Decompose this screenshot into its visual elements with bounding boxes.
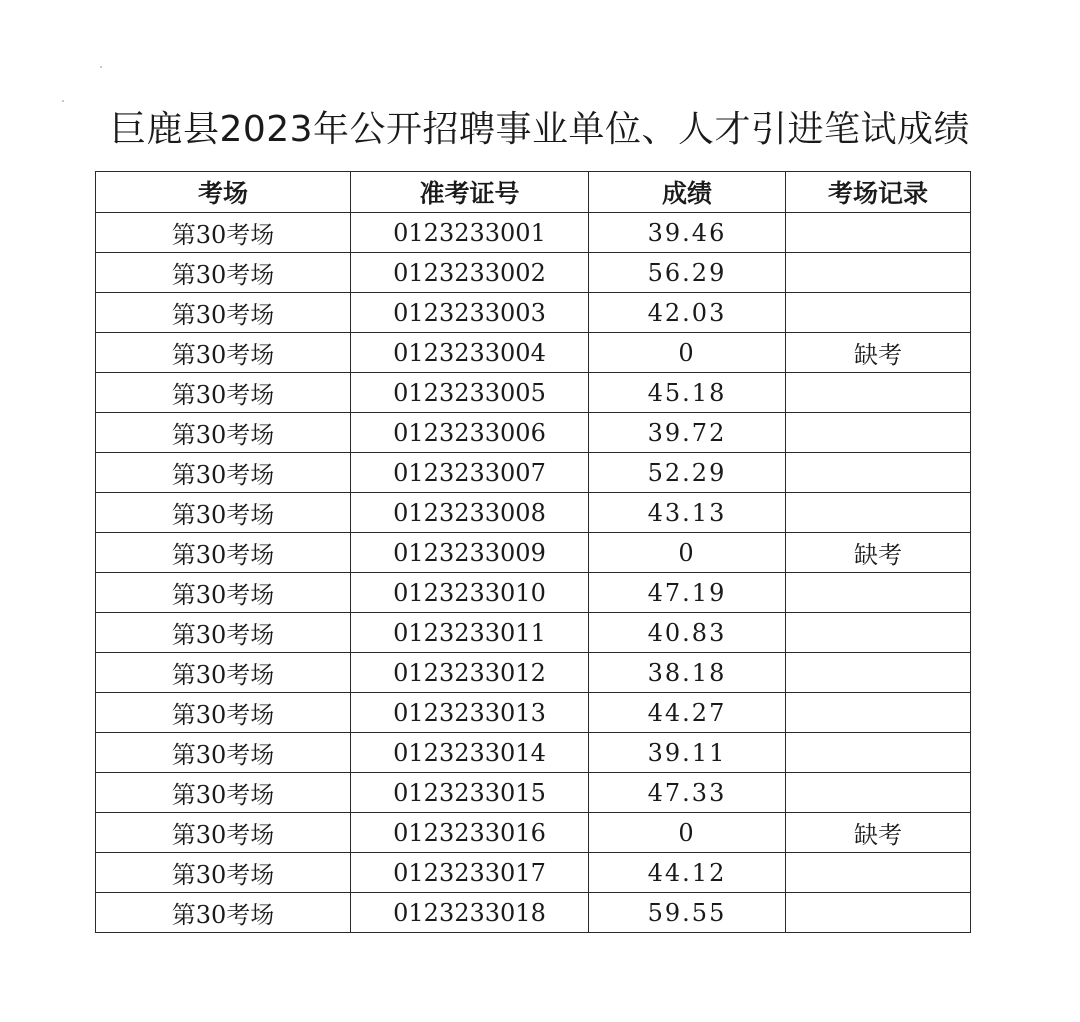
score-cell: 59.55 — [589, 893, 786, 933]
ticket-number-cell: 0123233007 — [351, 453, 589, 493]
score-cell: 40.83 — [589, 613, 786, 653]
ticket-number-cell: 0123233006 — [351, 413, 589, 453]
score-cell: 45.18 — [589, 373, 786, 413]
score-cell: 0 — [589, 333, 786, 373]
ticket-number-cell: 0123233003 — [351, 293, 589, 333]
score-cell: 0 — [589, 533, 786, 573]
score-cell: 56.29 — [589, 253, 786, 293]
score-cell: 47.33 — [589, 773, 786, 813]
score-cell: 0 — [589, 813, 786, 853]
table-row — [96, 813, 971, 853]
exam-room-cell: 第30考场 — [96, 773, 351, 813]
score-cell: 44.27 — [589, 693, 786, 733]
exam-room-cell: 第30考场 — [96, 813, 351, 853]
scan-speck — [62, 100, 64, 102]
table-row — [96, 293, 971, 333]
room-record-cell: 缺考 — [786, 813, 971, 853]
exam-room-cell: 第30考场 — [96, 653, 351, 693]
score-cell: 39.46 — [589, 213, 786, 253]
room-record-cell — [786, 853, 971, 893]
exam-room-cell: 第30考场 — [96, 213, 351, 253]
room-record-cell — [786, 693, 971, 733]
score-cell: 43.13 — [589, 493, 786, 533]
table-row — [96, 853, 971, 893]
room-record-cell — [786, 453, 971, 493]
score-cell: 44.12 — [589, 853, 786, 893]
table-row — [96, 573, 971, 613]
ticket-number-cell: 0123233010 — [351, 573, 589, 613]
exam-room-cell: 第30考场 — [96, 533, 351, 573]
score-cell: 42.03 — [589, 293, 786, 333]
room-record-cell — [786, 413, 971, 453]
exam-room-cell: 第30考场 — [96, 333, 351, 373]
exam-room-cell: 第30考场 — [96, 613, 351, 653]
table-row — [96, 333, 971, 373]
ticket-number-cell: 0123233004 — [351, 333, 589, 373]
document-title: 巨鹿县2023年公开招聘事业单位、人才引进笔试成绩 — [109, 109, 971, 150]
ticket-number-cell: 0123233013 — [351, 693, 589, 733]
table-row — [96, 653, 971, 693]
scan-speck — [100, 66, 102, 68]
table-header-row — [96, 172, 971, 213]
room-record-cell — [786, 613, 971, 653]
exam-room-cell: 第30考场 — [96, 493, 351, 533]
exam-room-cell: 第30考场 — [96, 413, 351, 453]
ticket-number-cell: 0123233017 — [351, 853, 589, 893]
table-row — [96, 533, 971, 573]
score-table — [95, 171, 971, 933]
table-row — [96, 413, 971, 453]
exam-room-cell: 第30考场 — [96, 893, 351, 933]
room-record-cell — [786, 773, 971, 813]
header-room-record: 考场记录 — [786, 172, 971, 213]
table-row — [96, 373, 971, 413]
room-record-cell — [786, 653, 971, 693]
ticket-number-cell: 0123233005 — [351, 373, 589, 413]
score-cell: 39.11 — [589, 733, 786, 773]
table-row — [96, 893, 971, 933]
table-row — [96, 773, 971, 813]
table-row — [96, 493, 971, 533]
room-record-cell — [786, 573, 971, 613]
table-row — [96, 453, 971, 493]
room-record-cell — [786, 373, 971, 413]
ticket-number-cell: 0123233012 — [351, 653, 589, 693]
room-record-cell — [786, 293, 971, 333]
exam-room-cell: 第30考场 — [96, 853, 351, 893]
ticket-number-cell: 0123233001 — [351, 213, 589, 253]
exam-room-cell: 第30考场 — [96, 733, 351, 773]
table-row — [96, 253, 971, 293]
exam-room-cell: 第30考场 — [96, 453, 351, 493]
room-record-cell: 缺考 — [786, 333, 971, 373]
ticket-number-cell: 0123233011 — [351, 613, 589, 653]
room-record-cell — [786, 253, 971, 293]
ticket-number-cell: 0123233016 — [351, 813, 589, 853]
table-row — [96, 613, 971, 653]
table-row — [96, 733, 971, 773]
room-record-cell — [786, 733, 971, 773]
score-cell: 38.18 — [589, 653, 786, 693]
header-exam-room: 考场 — [96, 172, 351, 213]
exam-room-cell: 第30考场 — [96, 253, 351, 293]
header-ticket-number: 准考证号 — [351, 172, 589, 213]
ticket-number-cell: 0123233014 — [351, 733, 589, 773]
exam-room-cell: 第30考场 — [96, 373, 351, 413]
ticket-number-cell: 0123233015 — [351, 773, 589, 813]
ticket-number-cell: 0123233002 — [351, 253, 589, 293]
room-record-cell — [786, 493, 971, 533]
header-score: 成绩 — [589, 172, 786, 213]
room-record-cell: 缺考 — [786, 533, 971, 573]
room-record-cell — [786, 893, 971, 933]
score-cell: 47.19 — [589, 573, 786, 613]
ticket-number-cell: 0123233009 — [351, 533, 589, 573]
ticket-number-cell: 0123233018 — [351, 893, 589, 933]
score-cell: 52.29 — [589, 453, 786, 493]
exam-room-cell: 第30考场 — [96, 693, 351, 733]
exam-room-cell: 第30考场 — [96, 293, 351, 333]
score-cell: 39.72 — [589, 413, 786, 453]
table-row — [96, 693, 971, 733]
table-row — [96, 213, 971, 253]
table-body — [96, 213, 971, 933]
exam-room-cell: 第30考场 — [96, 573, 351, 613]
room-record-cell — [786, 213, 971, 253]
ticket-number-cell: 0123233008 — [351, 493, 589, 533]
